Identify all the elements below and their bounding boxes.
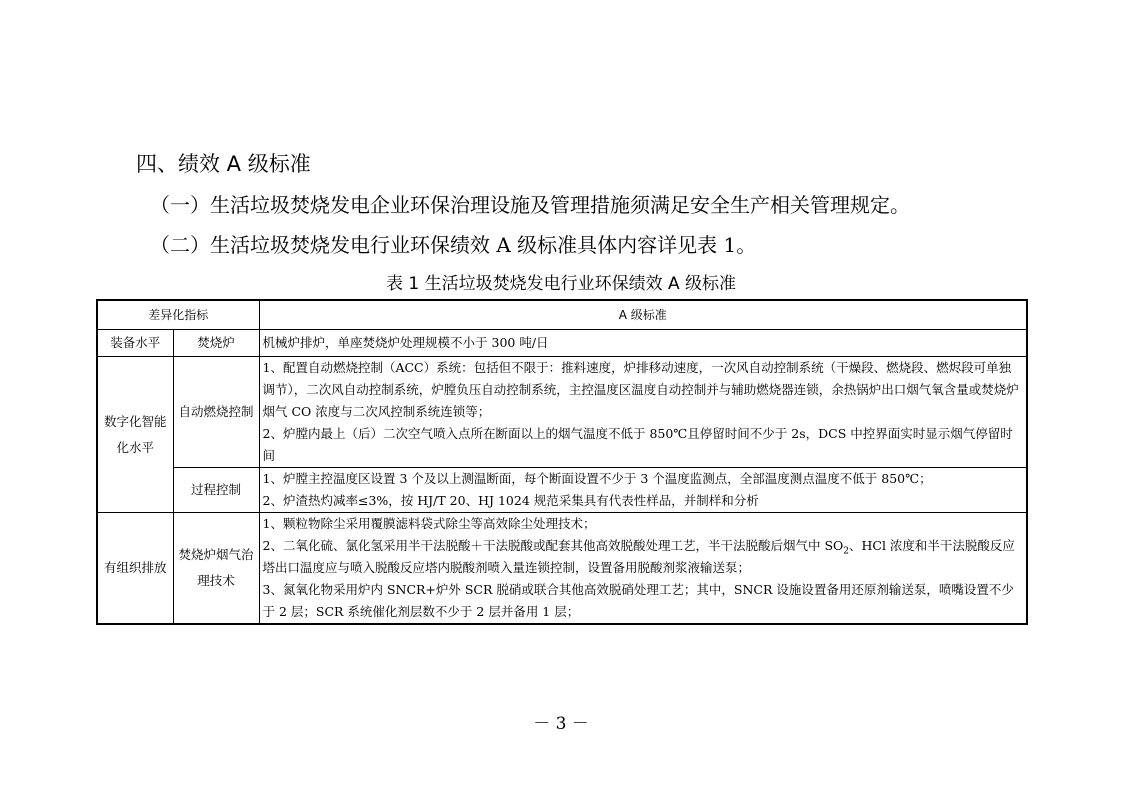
table-row (97, 357, 1027, 468)
category-equipment: 装备水平 (97, 330, 173, 357)
category-digital: 数字化智能化水平 (97, 357, 173, 513)
desc-line: 3、氮氧化物采用炉内 SNCR+炉外 SCR 脱硝或联合其他高效脱硝处理工艺；其中，SNCR 设施设置备用还原剂输送泵，喷嘴设置不少于 2 层；SCR 系统催化剂层数不少于 2 层并备用 1 层； (262, 582, 1014, 619)
table-row (97, 513, 1027, 625)
subscript: 2 (843, 546, 849, 557)
paragraph-1: （一）生活垃圾焚烧发电企业环保治理设施及管理措施须满足安全生产相关管理规定。 (150, 193, 910, 217)
section-heading: 四、绩效 A 级标准 (136, 152, 311, 176)
category-organized-emission: 有组织排放 (97, 513, 173, 625)
desc-text: 2、二氧化硫、氯化氢采用半干法脱酸＋干法脱酸或配套其他高效脱酸处理工艺，半干法脱酸后烟气中 SO (262, 538, 844, 553)
desc-process-control (259, 468, 1027, 513)
item-flue-gas-treatment: 焚烧炉烟气治理技术 (173, 513, 259, 625)
item-process-control: 过程控制 (173, 468, 259, 513)
header-indicator: 差异化指标 (97, 300, 259, 330)
page-number: － 3 － (533, 714, 589, 734)
desc-furnace: 机械炉排炉，单座焚烧炉处理规模不小于 300 吨/日 (259, 330, 1027, 357)
desc-line: 1、颗粒物除尘采用覆膜滤料袋式除尘等高效除尘处理技术； (262, 516, 596, 531)
item-auto-combustion: 自动燃烧控制 (173, 357, 259, 468)
header-standard: A 级标准 (259, 300, 1027, 330)
desc-auto-combustion (259, 357, 1027, 468)
desc-line (263, 535, 1023, 579)
standards-table (96, 299, 1028, 625)
desc-line: 2、炉渣热灼减率≤3%，按 HJ/T 20、HJ 1024 规范采集具有代表性样品，并制样和分析 (262, 493, 759, 508)
desc-line: 1、配置自动燃烧控制（ACC）系统：包括但不限于：推料速度，炉排移动速度，一次风自动控制系统（干燥段、燃烧段、燃烬段可单独调节），二次风自动控制系统，炉膛负压自动控制系统，主控温度区温度自动控制并与辅助燃烧器连锁，余热锅炉出口烟气氧含量或焚烧炉烟气 CO 浓度与二次风控制系统连锁等； (262, 360, 1019, 419)
table-row (97, 330, 1027, 357)
table-row (97, 468, 1027, 513)
desc-text: 、HCl 浓度和半干法脱酸反应塔出口温度应与喷入脱酸反应塔内脱酸剂喷入量连锁控制，设置备用脱酸剂浆液输送泵； (262, 538, 1015, 575)
table-caption: 表 1 生活垃圾焚烧发电行业环保绩效 A 级标准 (385, 274, 737, 294)
desc-flue-gas-treatment (259, 513, 1027, 625)
desc-line: 2、炉膛内最上（后）二次空气喷入点所在断面以上的烟气温度不低于 850℃且停留时间不少于 2s，DCS 中控界面实时显示烟气停留时间 (262, 426, 1013, 463)
paragraph-2: （二）生活垃圾焚烧发电行业环保绩效 A 级标准具体内容详见表 1。 (150, 233, 757, 257)
desc-line: 1、炉膛主控温度区设置 3 个及以上测温断面，每个断面设置不少于 3 个温度监测点，全部温度测点温度不低于 850℃； (262, 471, 932, 486)
item-furnace: 焚烧炉 (173, 330, 259, 357)
table-header-row (97, 300, 1027, 330)
